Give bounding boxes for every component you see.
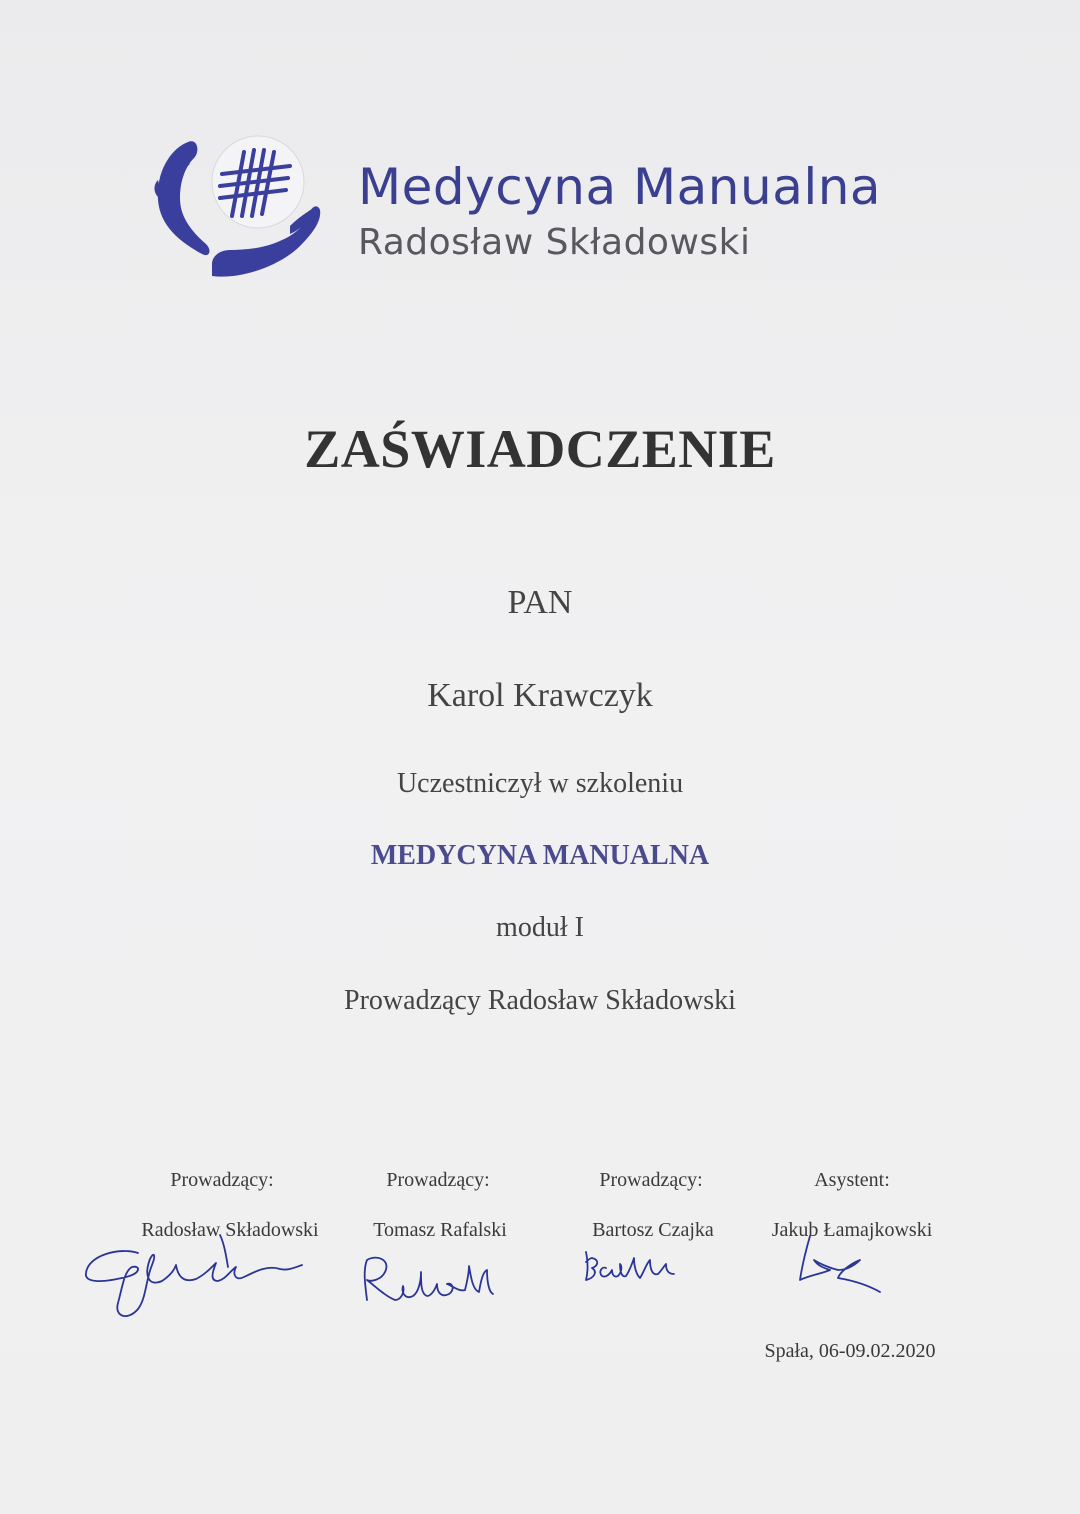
recipient-name: Karol Krawczyk <box>427 677 653 714</box>
module-label: moduł I <box>496 912 584 943</box>
signatory-role: Prowadzący: <box>599 1169 703 1191</box>
signatory-role: Asystent: <box>814 1169 890 1191</box>
place-date: Spała, 06-09.02.2020 <box>764 1340 936 1362</box>
handwritten-signature-icon <box>355 1250 505 1310</box>
led-by-text: Prowadzący Radosław Składowski <box>344 985 736 1016</box>
logo-subtitle: Radosław Składowski <box>358 222 751 263</box>
signatory-name: Radosław Składowski <box>141 1219 319 1241</box>
signatory-role: Prowadzący: <box>170 1169 274 1191</box>
hands-holding-hash-icon <box>150 130 330 290</box>
handwritten-signature-icon <box>580 1248 680 1288</box>
participation-text: Uczestniczył w szkoleniu <box>396 768 684 799</box>
signatory-name: Jakub Łamajkowski <box>771 1219 933 1241</box>
signatory-name: Tomasz Rafalski <box>373 1219 507 1241</box>
handwritten-signature-icon <box>790 1230 890 1300</box>
logo-title: Medycyna Manualna <box>358 158 882 216</box>
logo <box>150 130 950 300</box>
course-name: MEDYCYNA MANUALNA <box>370 840 710 871</box>
document-title: ZAŚWIADCZENIE <box>304 419 776 479</box>
handwritten-signature-icon <box>80 1225 310 1325</box>
signatory-name: Bartosz Czajka <box>592 1219 714 1241</box>
signatory-role: Prowadzący: <box>386 1169 490 1191</box>
salutation: PAN <box>507 584 573 621</box>
